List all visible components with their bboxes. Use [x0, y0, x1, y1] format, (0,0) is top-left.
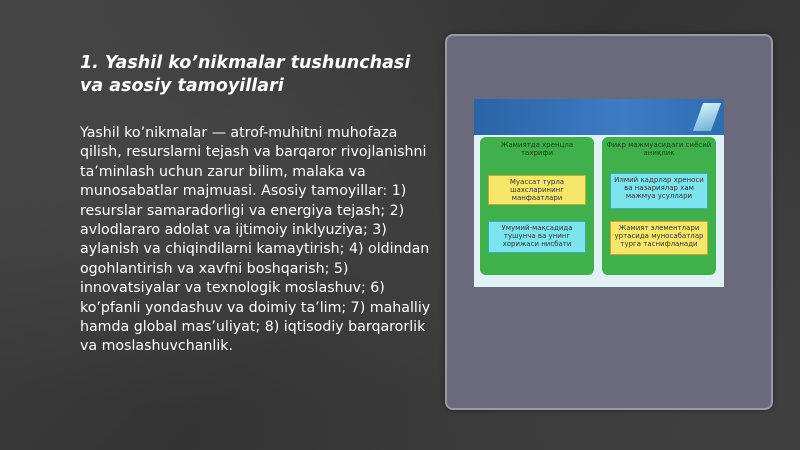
slide-body-text: Yashil ko’nikmalar — atrof-muhitni muhofaza qilish, resurslarni tejash va barqaror rivojlanishni ta’minlash uchun zarur bilim, malaka va munosabatlar majmuasi. Asosiy tamoyillar: 1) resurslar samaradorligi va energiya tejash; 2) avlodlararo adolat va ijtimoiy inklyuziya; 3) aylanish va chiqindilarni kamaytirish; 4) oldindan ogohlantirish va xavfni boshqarish; 5) innovatsiyalar va texnologik moslashuv; 6) ko’pfanli yondashuv va doimiy ta’lim; 7) mahalliy hamda global mas’uliyat; 8) iqtisodiy barqarorlik va moslashuvchanlik. [80, 125, 431, 355]
diagram-image [474, 99, 724, 287]
right-column-title: Фикр мажмуасидаги сиёсий аниқлик [606, 141, 712, 157]
left-box-2: Умумий-мақсадида тушунча ва унинг хорижаси нисбати [488, 221, 586, 253]
left-box-1: Муассат турла шахсларининг манфаатлари [488, 175, 586, 205]
diagram-header-band [474, 99, 724, 135]
right-box-2: Жамият элементлари уртасида муносабатлар турга таснифланади [610, 221, 708, 255]
left-column-title: Жамиятда хренцла тахрифи [500, 141, 574, 157]
right-box-1: Илмий кадрлар хреноси ва назариялар хам мажмуа усуллари [610, 173, 708, 209]
diagram-left-column [480, 137, 594, 275]
decorative-shape [693, 103, 721, 131]
diagram-right-column [602, 137, 716, 275]
slide-title: 1. Yashil ko’nikmalar tushunchasi va asosiy tamoyillari [80, 53, 411, 96]
